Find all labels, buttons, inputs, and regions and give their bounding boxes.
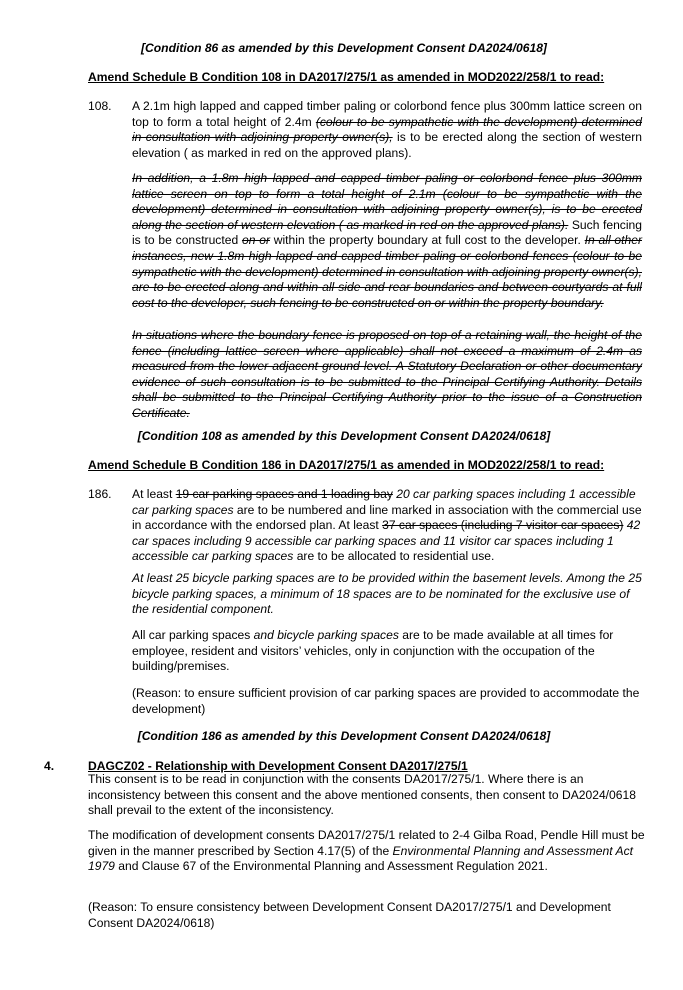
condition-186-reason: (Reason: to ensure sufficient provision of car parking spaces are provided to accommodate the development) (132, 686, 640, 716)
amend-186-heading: Amend Schedule B Condition 186 in DA2017/275/1 as amended in MOD2022/258/1 to read: (88, 458, 605, 472)
text: are to be made available at all times for employee, resident and visitors’ vehicles, only in conjunction with the occupation of the building/premises. (132, 628, 614, 674)
section-4-title: DAGCZ02 - Relationship with Development Consent DA2017/275/1 (88, 759, 468, 773)
deleted-text: 19 car parking spaces and 1 loading bay (175, 487, 393, 501)
act-name: Environmental Planning and Assessment Act 1979 (88, 843, 633, 874)
text: and Clause 67 of the Environmental Planning and Assessment Regulation 2021. (114, 859, 548, 874)
deleted-text: In situations where the boundary fence is proposed on top of a retaining wall, the height of the fence (including lattice screen where applicable) shall not exceed a maximum of 2.4m as measured from the lower adjacent ground level. A Statutory Declaration or other documentary evidence of such consultation is to be submitted to the Principal Certifying Authority. Details shall be submitted to the Principal Certifying Authority prior to the issue of a Construction Certificate. (132, 328, 642, 420)
text: is to be erected along the section of western elevation ( as marked in red on the approved plans). (132, 130, 642, 160)
deleted-text: In addition, a 1.8m high lapped and capped timber paling or colorbond fence plus 300mm lattice screen on top to form a total height of 2.1m (colour to be sympathetic with the development) determined in consultation with adjoining property owner(s), is to be erected along the section of western elevation ( as marked in red on the approved plans). (132, 171, 642, 232)
deleted-text: In all other instances, new 1.8m high lapped and capped timber paling or colorbond fences (colour to be sympathetic with the development) determined in consultation with adjoining property owner(s), are to be erected along and within all side and rear boundaries and between courtyards at full cost to the developer, such fencing to be constructed on or within the property boundary. (132, 233, 642, 310)
text: within the property boundary at full cost to the developer. (269, 233, 585, 248)
condition-108-para-3 (132, 328, 642, 422)
condition-186-number: 186. (88, 487, 112, 501)
inserted-text: and bicycle parking spaces (253, 628, 399, 642)
condition-108-number: 108. (88, 99, 112, 113)
deleted-text: 37 car spaces (including 7 visitor car spaces) (382, 518, 624, 533)
condition-186-para-2: At least 25 bicycle parking spaces are to be provided within the basement levels. Among the 25 bicycle parking spaces, a minimum of 18 spaces are to be nominated for the exclusive use of the residential component. (132, 571, 642, 617)
section-4-reason: (Reason: To ensure consistency between Development Consent DA2017/275/1 and Development Consent DA2024/0618) (88, 900, 611, 930)
deleted-text: on or (241, 233, 270, 248)
condition-108-para-1 (132, 99, 642, 161)
condition-186-note: [Condition 186 as amended by this Development Consent DA2024/0618] (137, 729, 551, 743)
text: The modification of development consents DA2017/275/1 related to 2-4 Gilba Road, Pendle Hill must be given in the manner prescribed by Section 4.17(5) of the (88, 828, 645, 858)
condition-186-para-3 (132, 628, 642, 675)
condition-186-para-1 (132, 487, 642, 565)
condition-108-para-2 (132, 171, 642, 311)
inserted-text: 20 car parking spaces including 1 accessible car parking spaces (132, 487, 636, 517)
section-4-para-1: This consent is to be read in conjunction with the consents DA2017/275/1. Where there is an inconsistency between this consent and the above mentioned consents, then consent to DA2024/0618 shall prevail to the extent of the inconsistency. (88, 772, 636, 818)
text: All car parking spaces (132, 628, 254, 642)
section-4-para-2 (88, 828, 648, 875)
text: At least (132, 487, 176, 501)
condition-108-note: [Condition 108 as amended by this Development Consent DA2024/0618] (137, 429, 551, 443)
text: Such fencing is to be constructed (132, 217, 642, 248)
amend-108-heading: Amend Schedule B Condition 108 in DA2017/275/1 as amended in MOD2022/258/1 to read: (88, 70, 605, 84)
deleted-text: (colour to be sympathetic with the development) determined in consultation with adjoining property owner(s), (132, 114, 642, 145)
text: are to be allocated to residential use. (293, 549, 495, 564)
condition-86-note: [Condition 86 as amended by this Development Consent DA2024/0618] (141, 41, 547, 55)
text: are to be numbered and line marked in association with the commercial use in accordance with the endorsed plan. At least (132, 502, 642, 533)
section-4-number: 4. (44, 759, 55, 773)
inserted-text: 42 car spaces including 9 accessible car parking spaces and 11 visitor car spaces including 1 accessible car parking spaces (132, 518, 641, 564)
text: A 2.1m high lapped and capped timber paling or colorbond fence plus 300mm lattice screen on top to form a total height of 2.4m (132, 99, 642, 129)
